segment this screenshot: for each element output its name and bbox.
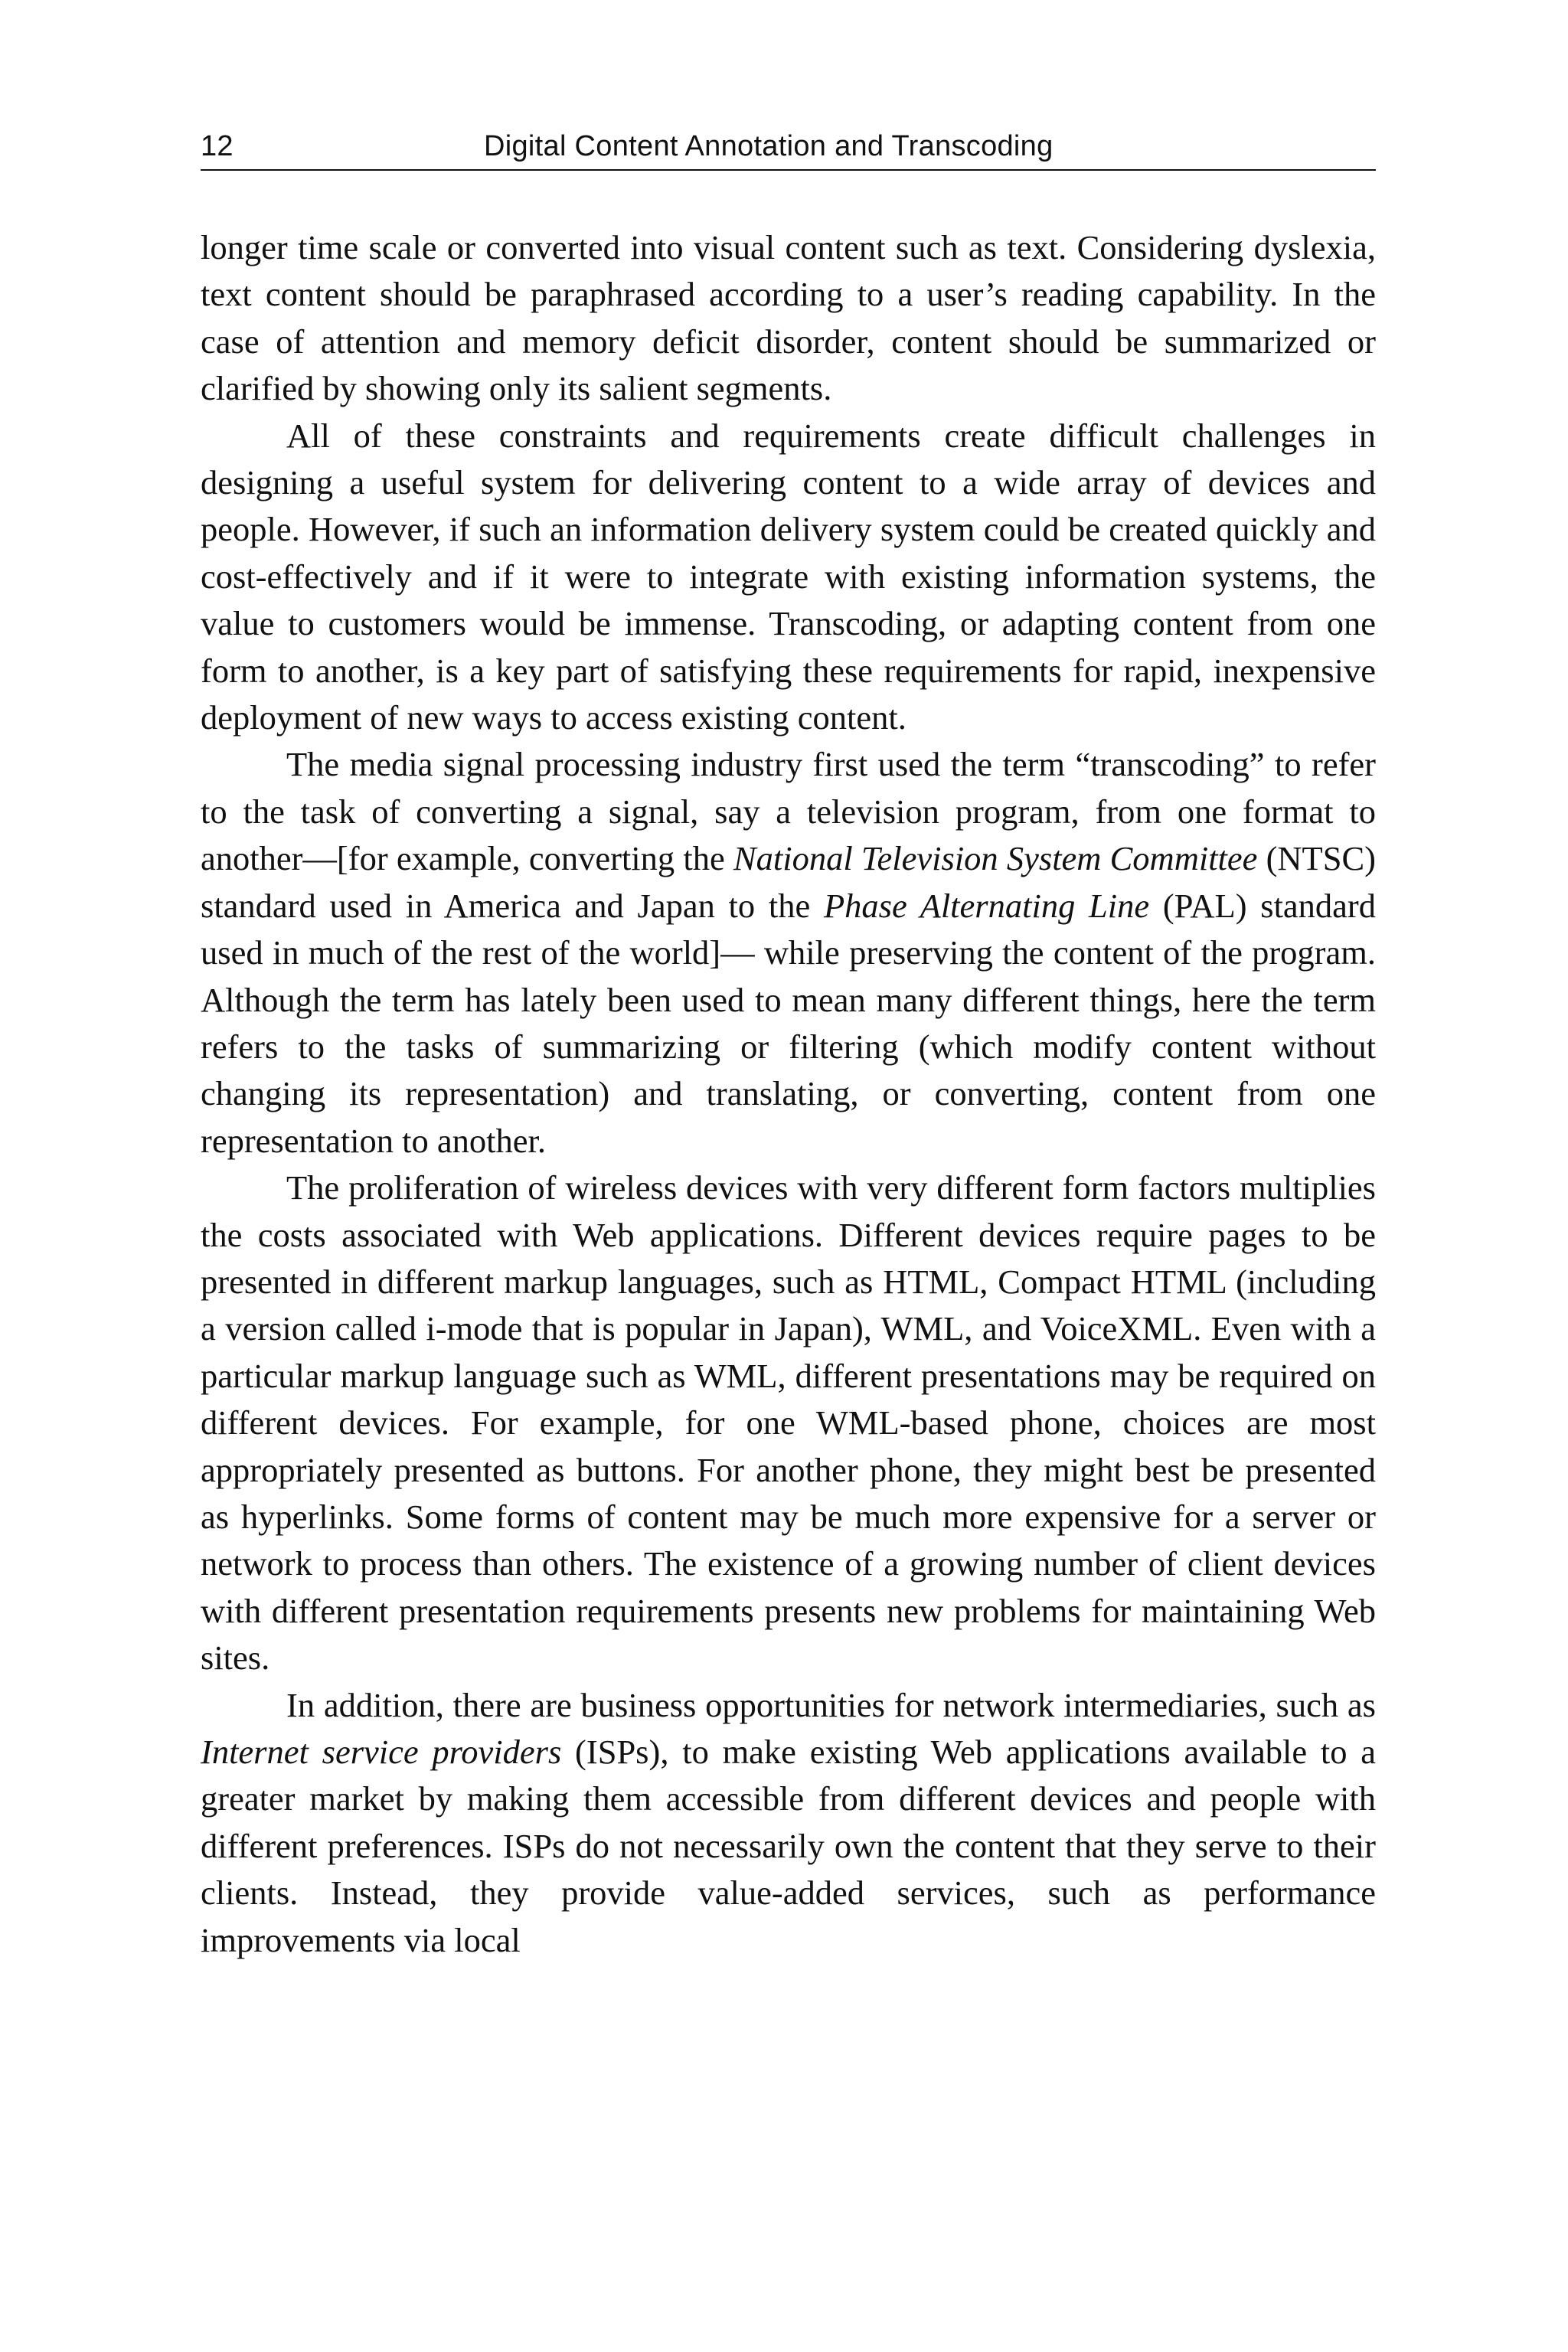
paragraph	[201, 741, 1376, 1165]
paragraph-text: (NTSC) standard used in America and Japan to the	[201, 839, 1376, 925]
paragraph-text: (ISPs), to make existing Web applications available to a greater market by making them accessible from different devices and people with different preferences. ISPs do not necessarily own the content that they serve to their clients. Instead, they provide value-added services, such as performance improvements via local	[201, 1733, 1376, 1959]
paragraph-text: (PAL) standard used in much of the rest of the world]— while preserving the content of the program. Although the term has lately been used to mean many different things, here the term refers to the tasks of summarizing or filtering (which modify content without changing its representation) and translating, or converting, content from one representation to another.	[201, 886, 1376, 1160]
italic-term: National Television System Committee	[733, 839, 1258, 878]
paragraph-text: All of these constraints and requirements create difficult challenges in designing a useful system for delivering content to a wide array of devices and people. However, if such an information delivery system could be created quickly and cost-effectively and if it were to integrate with existing information systems, the value to customers would be immense. Transcoding, or adapting content from one form to another, is a key part of satisfying these requirements for rapid, inexpensive deployment of new ways to access existing content.	[201, 416, 1376, 737]
running-head	[201, 130, 1376, 171]
italic-term: Internet service providers	[201, 1733, 562, 1771]
paragraph	[201, 1165, 1376, 1681]
book-page	[201, 130, 1376, 1964]
paragraph	[201, 224, 1376, 413]
body-text	[201, 224, 1376, 1964]
paragraph-text: The media signal processing industry first used the term “transcoding” to refer to the task of converting a signal, say a television program, from one format to another—[for example, converting the	[201, 745, 1376, 878]
paragraph-text: The proliferation of wireless devices with very different form factors multiplies the costs associated with Web applications. Different devices require pages to be presented in different markup languages, such as HTML, Compact HTML (including a version called i-mode that is popular in Japan), WML, and VoiceXML. Even with a particular markup language such as WML, different presentations may be required on different devices. For example, for one WML-based phone, choices are most appropriately presented as buttons. For another phone, they might best be presented as hyperlinks. Some forms of content may be much more expensive for a server or network to process than others. The existence of a growing number of client devices with different presentation requirements presents new problems for maintaining Web sites.	[201, 1168, 1376, 1677]
paragraph-text: longer time scale or converted into visual content such as text. Considering dyslexia, text content should be paraphrased according to a user’s reading capability. In the case of attention and memory deficit disorder, content should be summarized or clarified by showing only its salient segments.	[201, 228, 1376, 408]
italic-term: Phase Alternating Line	[823, 886, 1150, 925]
paragraph	[201, 413, 1376, 742]
page-number: 12	[201, 130, 234, 162]
paragraph-text: In addition, there are business opportunities for network intermediaries, such as	[286, 1685, 1376, 1724]
paragraph	[201, 1682, 1376, 1964]
running-title: Digital Content Annotation and Transcoding	[484, 130, 1054, 162]
